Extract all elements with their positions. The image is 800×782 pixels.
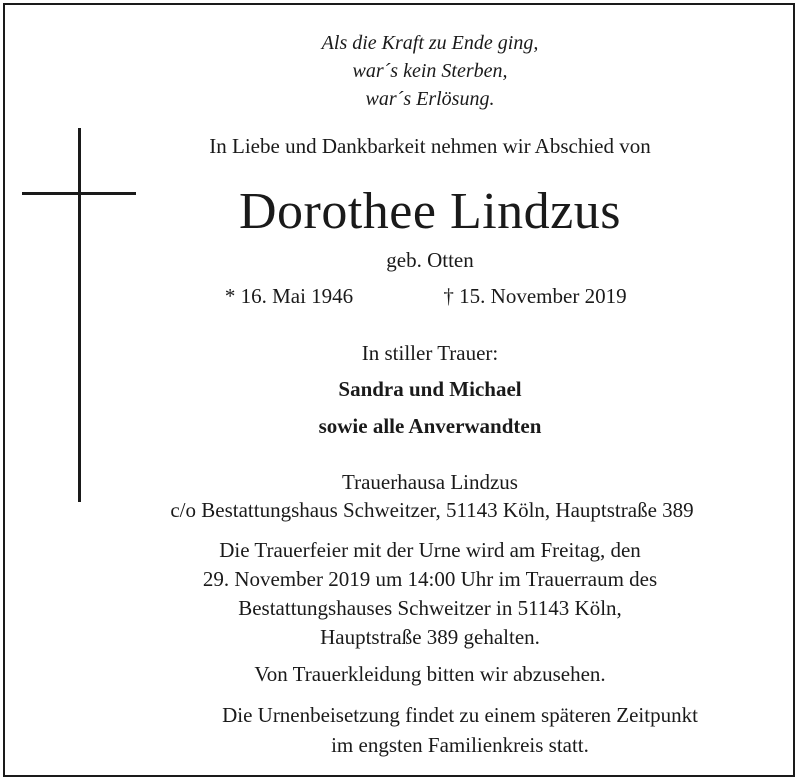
poem-line-2: war´s kein Sterben, bbox=[352, 60, 508, 82]
mourning-attire-note: Von Trauerkleidung bitten wir abzusehen. bbox=[254, 662, 606, 686]
mourners-heading: In stiller Trauer: bbox=[361, 341, 499, 365]
deceased-name: Dorothee Lindzus bbox=[238, 183, 622, 240]
mourner-relatives: sowie alle Anverwandten bbox=[318, 414, 542, 438]
address-line-1: Trauerhausa Lindzus bbox=[342, 470, 518, 494]
death-date: † 15. November 2019 bbox=[443, 284, 627, 308]
burial-line-1: Die Urnenbeisetzung findet zu einem späteren Zeitpunkt bbox=[222, 703, 698, 727]
birth-date: * 16. Mai 1946 bbox=[224, 284, 354, 308]
poem-line-3: war´s Erlösung. bbox=[365, 88, 495, 110]
birth-name: geb. Otten bbox=[386, 248, 474, 272]
address-line-2: c/o Bestattungshaus Schweitzer, 51143 Köln, Hauptstraße 389 bbox=[170, 498, 694, 522]
service-line-3: Bestattungshauses Schweitzer in 51143 Köln, bbox=[238, 596, 622, 620]
cross-icon-horizontal bbox=[22, 192, 136, 195]
poem-line-1: Als die Kraft zu Ende ging, bbox=[321, 32, 539, 54]
intro-text: In Liebe und Dankbarkeit nehmen wir Abschied von bbox=[209, 134, 651, 158]
service-line-1: Die Trauerfeier mit der Urne wird am Freitag, den bbox=[219, 538, 641, 562]
service-line-2: 29. November 2019 um 14:00 Uhr im Trauerraum des bbox=[202, 567, 658, 591]
mourner-names: Sandra und Michael bbox=[338, 377, 522, 401]
burial-line-2: im engsten Familienkreis statt. bbox=[331, 733, 589, 757]
cross-icon-vertical bbox=[78, 128, 81, 502]
service-line-4: Hauptstraße 389 gehalten. bbox=[320, 625, 540, 649]
